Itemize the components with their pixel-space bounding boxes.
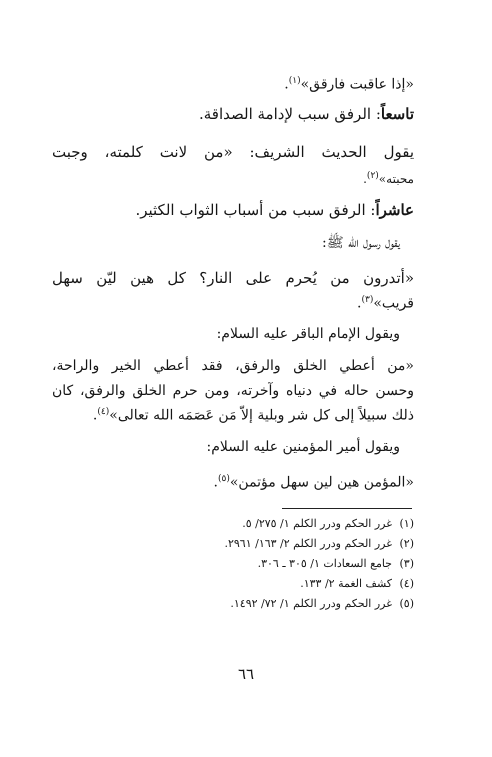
footnote-number: (٣) [399, 557, 414, 570]
footnote-number: (٢) [399, 537, 414, 550]
footnote-text: جامع السعادات ١/ ٣٠٥ ـ ٣٠٦. [257, 557, 392, 570]
footnote-3 [258, 558, 414, 569]
hadith2-line-2 [357, 296, 414, 311]
footnote-divider [282, 508, 412, 509]
footnote-text: غرر الحكم ودرر الكلم ٢/ ١٦٣/ ٢٩٦١. [224, 537, 392, 550]
footnote-ref-3: (٣) [361, 295, 374, 305]
hadith-text: محبته» [378, 172, 414, 186]
point-ninth [199, 107, 414, 122]
hadith-text: «المؤمن هين لين سهل مؤتمن» [229, 474, 414, 491]
punctuation: . [363, 172, 367, 186]
intro-text: ويقول الإمام الباقر عليه السلام: [216, 326, 400, 342]
hadith2-line-1 [52, 271, 414, 286]
hadith3-line-2 [52, 384, 414, 398]
intro-prophet [322, 236, 400, 250]
hadith3-line-1 [52, 359, 414, 373]
punctuation: . [357, 295, 362, 312]
hadith-text: «من أعطي الخلق والرفق، فقد أعطي الخير والراحة، [52, 358, 414, 374]
punctuation: . [92, 407, 98, 424]
hadith-line-1 [52, 145, 414, 160]
point-heading: تاسعاً [380, 105, 414, 123]
hadith-line-2 [363, 172, 414, 185]
hadith-text: يقول الحديث الشريف: «من لانت كلمته، وجبت [52, 143, 414, 161]
point-text: : الرفق سبب من أسباب الثواب الكثير. [135, 201, 376, 219]
intro-baqir [217, 327, 400, 341]
intro-text: ويقول أمير المؤمنين عليه السلام: [206, 439, 400, 455]
footnote-text: غرر الحكم ودرر الكلم ١/ ٧٢/ ١٤٩٢. [230, 597, 392, 610]
hadith-text: قريب» [373, 295, 414, 312]
footnote-number: (٤) [399, 577, 414, 590]
footnote-ref-4: (٤) [97, 407, 110, 417]
hadith-text: وحسن حاله في دنياه وآخرته، ومن حرم الخلق والرفق، كان [52, 383, 414, 399]
punctuation: . [213, 474, 218, 491]
hadith4-line-1 [214, 475, 414, 490]
footnote-number: (١) [399, 517, 414, 530]
footnote-5 [230, 598, 414, 609]
point-tenth [135, 203, 414, 218]
hadith-text: ذلك سبيلاً إلى كل شر وبلية إلاّ مَن عَصَمَه الله تعالى» [109, 407, 414, 424]
footnote-text: كشف الغمة ٢/ ١٣٣. [300, 577, 392, 590]
hadith3-line-3 [93, 408, 414, 423]
footnote-ref-2: (٢) [366, 171, 379, 181]
point-text: : الرفق سبب لإدامة الصداقة. [198, 105, 381, 123]
page-number: ٦٦ [237, 665, 255, 683]
intro-text: يقول رسول الله ﷺ: [322, 235, 400, 251]
footnote-text: غرر الحكم ودرر الكلم ١/ ٢٧٥/ ٥. [242, 517, 392, 530]
hadith-text: «أتدرون من يُحرم على النار؟ كل هين ليّن سهل [52, 269, 414, 287]
footnote-2 [224, 538, 414, 549]
footnote-4 [300, 578, 414, 589]
quote-text: «إذا عاقبت فارقق» [300, 76, 414, 93]
quote-line-1 [284, 77, 414, 92]
punctuation: . [284, 76, 289, 93]
intro-amir [207, 440, 400, 454]
footnote-1 [242, 518, 414, 529]
footnote-ref-1: (١) [288, 76, 301, 86]
footnote-number: (٥) [399, 597, 414, 610]
footnote-ref-5: (٥) [217, 474, 230, 484]
point-heading: عاشراً [375, 201, 414, 219]
